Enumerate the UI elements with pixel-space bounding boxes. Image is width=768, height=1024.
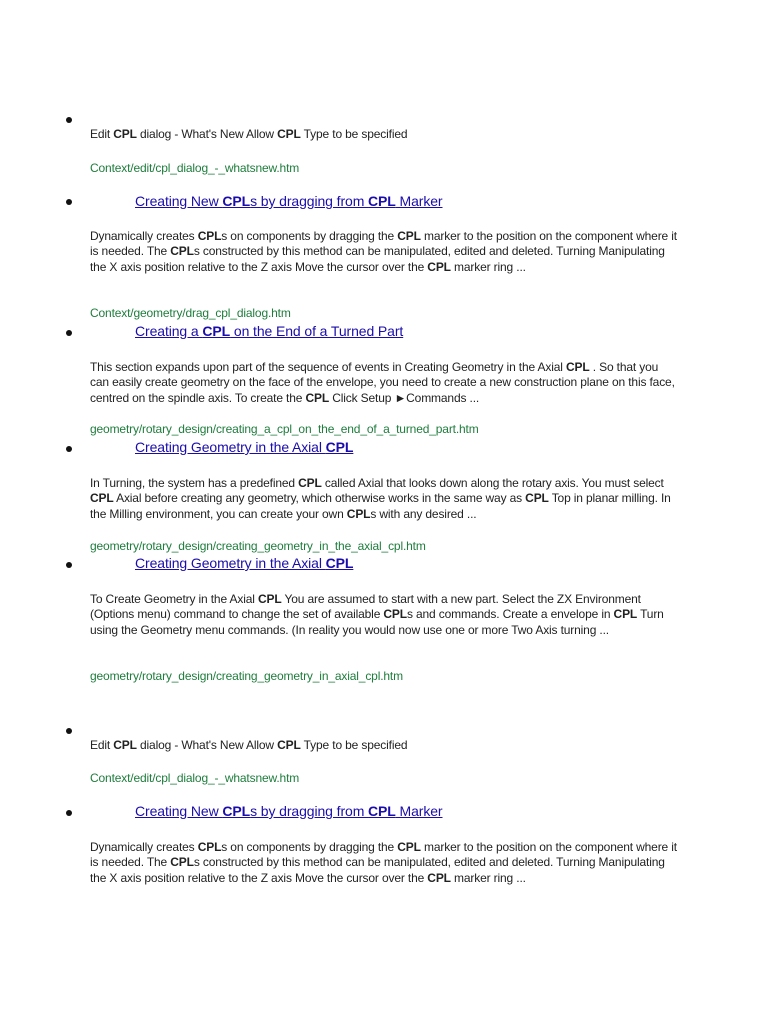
text-segment: Type to be specified <box>300 127 408 141</box>
text-segment: s on components by dragging the <box>221 229 398 243</box>
list-bullet <box>66 330 72 336</box>
text-segment: Edit <box>90 127 114 141</box>
highlighted-keyword: CPL <box>613 607 638 622</box>
result-title-link[interactable] <box>135 555 353 572</box>
highlighted-keyword: CPL <box>170 855 194 870</box>
highlighted-keyword: CPL <box>368 803 396 819</box>
highlighted-keyword: CPL <box>383 607 407 622</box>
result-description <box>90 592 680 638</box>
highlighted-keyword: CPL <box>565 360 590 374</box>
text-segment: called Axial that looks down along the rotary axis. You must select <box>321 476 664 490</box>
result-description <box>90 229 680 275</box>
text-segment: Marker <box>395 803 443 819</box>
text-segment: s constructed by this method can be manipulated, edited and deleted. Turning Manipulating the X axis position relative to the Z axis Move the cursor over the <box>90 244 665 274</box>
text-segment: Creating a <box>135 323 203 339</box>
highlighted-keyword: CPL <box>197 229 222 243</box>
result-url[interactable]: geometry/rotary_design/creating_geometry_in_the_axial_cpl.htm <box>90 539 426 553</box>
text-segment: Axial before creating any geometry, which otherwise works in the same way as <box>113 491 526 506</box>
text-segment: This section expands upon part of the sequence of events in Creating Geometry in the Axial <box>90 360 566 374</box>
list-bullet <box>66 562 72 568</box>
result-url[interactable]: Context/geometry/drag_cpl_dialog.htm <box>90 306 291 320</box>
highlighted-keyword: CPL <box>525 491 549 506</box>
text-segment: s by dragging from <box>250 803 369 819</box>
result-title-link[interactable] <box>135 439 353 456</box>
highlighted-keyword: CPL <box>298 476 322 490</box>
highlighted-keyword: CPL <box>257 592 282 606</box>
text-segment: Creating Geometry in the Axial <box>135 555 326 571</box>
text-segment: Creating New <box>135 803 223 819</box>
result-title-link[interactable] <box>135 803 443 820</box>
text-segment: s with any desired ... <box>370 506 477 521</box>
result-url[interactable]: geometry/rotary_design/creating_a_cpl_on_the_end_of_a_turned_part.htm <box>90 422 479 436</box>
result-description <box>90 476 680 522</box>
highlighted-keyword: CPL <box>427 259 451 274</box>
text-segment: . So that you can easily create geometry on the face of the envelope, you need to create a new construction plane on this face, centred on the spindle axis. To create the <box>90 360 675 405</box>
highlighted-keyword: CPL <box>277 738 301 752</box>
highlighted-keyword: CPL <box>325 555 354 571</box>
highlighted-keyword: CPL <box>397 840 421 854</box>
text-segment: on the End of a Turned Part <box>230 323 404 339</box>
highlighted-keyword: CPL <box>305 390 330 405</box>
list-bullet <box>66 446 72 452</box>
result-description <box>90 840 680 886</box>
result-url[interactable]: geometry/rotary_design/creating_geometry_in_axial_cpl.htm <box>90 669 403 683</box>
list-bullet <box>66 117 72 123</box>
text-segment: Type to be specified <box>300 738 408 752</box>
result-url[interactable]: Context/edit/cpl_dialog_-_whatsnew.htm <box>90 771 300 785</box>
result-description <box>90 738 680 753</box>
highlighted-keyword: CPL <box>202 323 231 339</box>
text-segment: dialog - What's New Allow <box>136 738 278 752</box>
text-segment: Click Setup ►Commands ... <box>329 390 480 405</box>
text-segment: Creating Geometry in the Axial <box>135 439 326 455</box>
result-title-link[interactable] <box>135 193 443 210</box>
highlighted-keyword: CPL <box>113 127 137 141</box>
highlighted-keyword: CPL <box>222 803 251 819</box>
text-segment: Dynamically creates <box>90 229 198 243</box>
text-segment: In Turning, the system has a predefined <box>90 476 299 490</box>
highlighted-keyword: CPL <box>346 506 371 521</box>
text-segment: Dynamically creates <box>90 840 198 854</box>
list-bullet <box>66 810 72 816</box>
text-segment: Creating New <box>135 193 223 209</box>
highlighted-keyword: CPL <box>90 491 114 506</box>
text-segment: Marker <box>395 193 443 209</box>
text-segment: You are assumed to start with a new part. Select the ZX Environment (Options menu) command to change the set of available <box>90 592 641 622</box>
text-segment: marker to the position on the component where it is needed. The <box>90 840 677 870</box>
text-segment: s constructed by this method can be manipulated, edited and deleted. Turning Manipulating the X axis position relative to the Z axis Move the cursor over the <box>90 855 665 885</box>
text-segment: s by dragging from <box>250 193 369 209</box>
highlighted-keyword: CPL <box>325 439 354 455</box>
list-bullet <box>66 728 72 734</box>
text-segment: s on components by dragging the <box>221 840 398 854</box>
result-description <box>90 360 680 406</box>
text-segment: Edit <box>90 738 114 752</box>
highlighted-keyword: CPL <box>113 738 137 752</box>
text-segment: marker ring ... <box>450 870 526 885</box>
result-url[interactable]: Context/edit/cpl_dialog_-_whatsnew.htm <box>90 161 300 175</box>
highlighted-keyword: CPL <box>222 193 251 209</box>
text-segment: Turn using the Geometry menu commands. (In reality you would now use one or more Two Axis turning ... <box>90 607 664 637</box>
result-description <box>90 127 680 142</box>
result-title-link[interactable] <box>135 323 403 340</box>
text-segment: dialog - What's New Allow <box>136 127 278 141</box>
text-segment: marker to the position on the component where it is needed. The <box>90 229 677 259</box>
highlighted-keyword: CPL <box>197 840 222 854</box>
highlighted-keyword: CPL <box>397 229 421 243</box>
text-segment: marker ring ... <box>450 259 526 274</box>
list-bullet <box>66 199 72 205</box>
highlighted-keyword: CPL <box>368 193 396 209</box>
text-segment: Top in planar milling. In the Milling environment, you can create your own <box>90 491 671 521</box>
highlighted-keyword: CPL <box>427 870 451 885</box>
highlighted-keyword: CPL <box>277 127 301 141</box>
text-segment: s and commands. Create a envelope in <box>406 607 614 622</box>
text-segment: To Create Geometry in the Axial <box>90 592 258 606</box>
highlighted-keyword: CPL <box>170 244 194 259</box>
